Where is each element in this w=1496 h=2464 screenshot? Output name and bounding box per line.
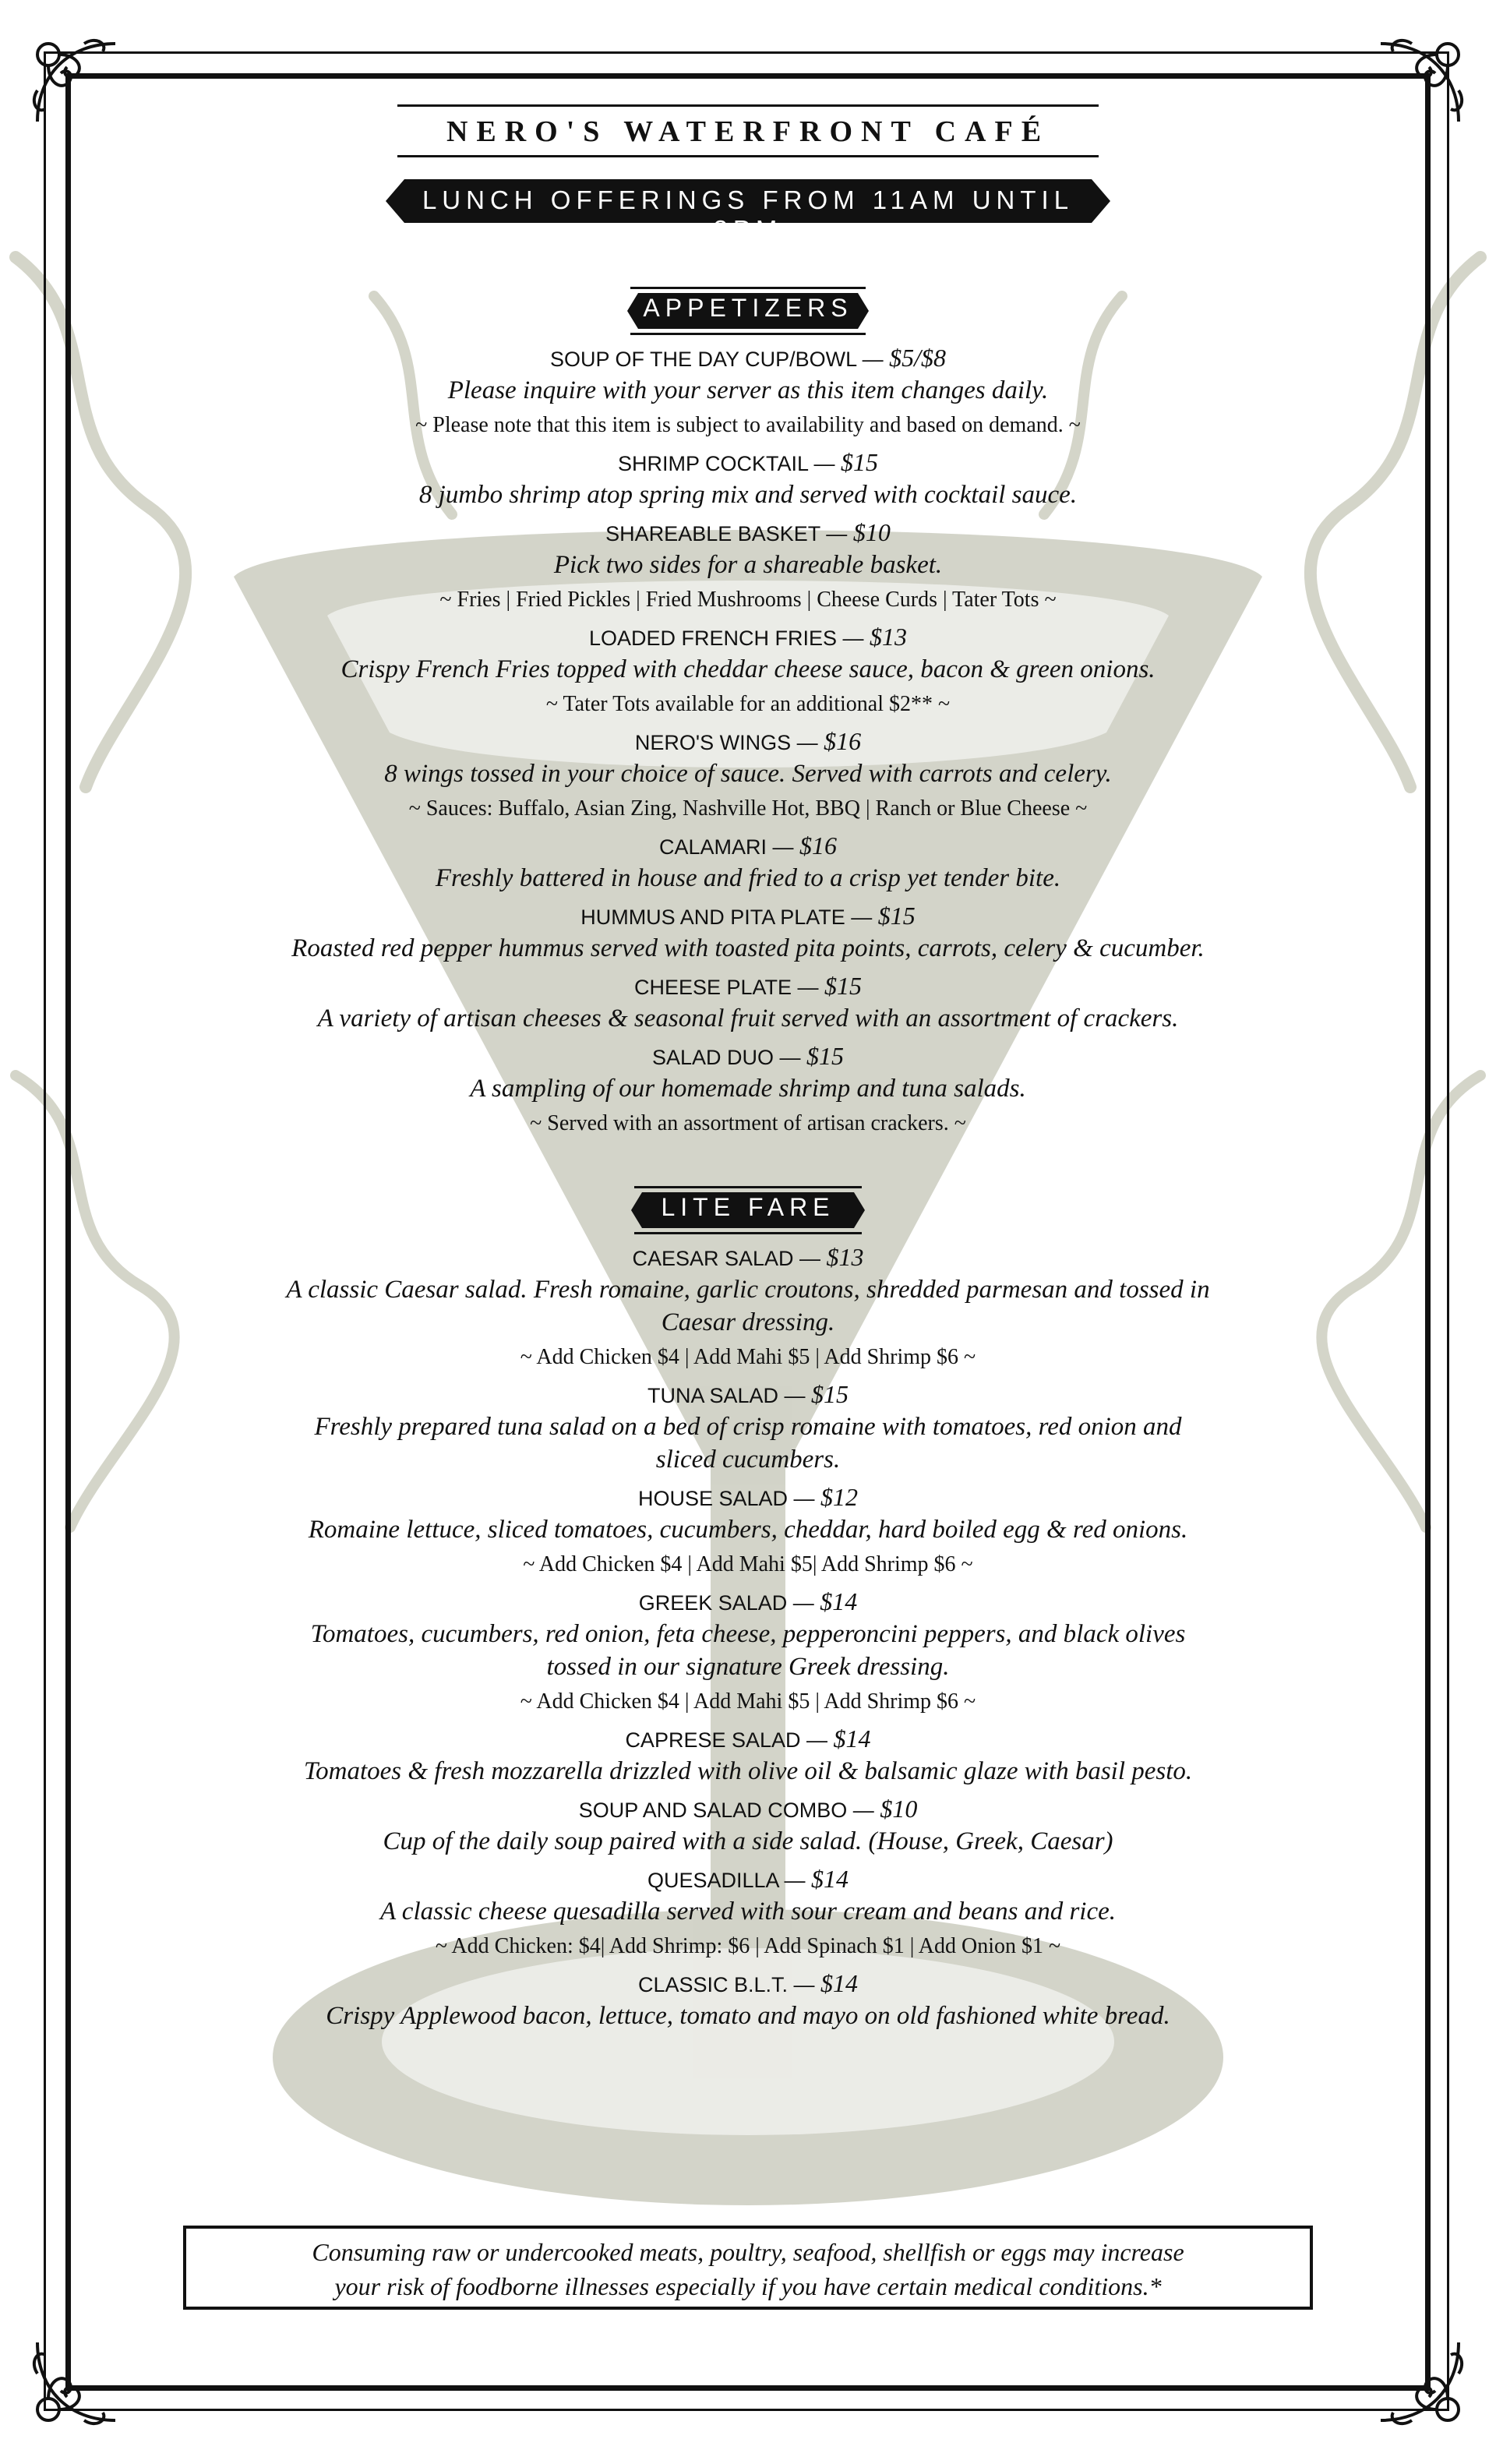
item-note: ~ Tater Tots available for an additional $2** ~ [545, 692, 951, 716]
item-name: GREEK SALAD — [638, 1591, 814, 1615]
menu-item [78, 1379, 1418, 1476]
item-note: ~ Sauces: Buffalo, Asian Zing, Nashville Hot, BBQ | Ranch or Blue Cheese ~ [408, 796, 1088, 821]
item-price: $15 [877, 902, 916, 930]
item-title [78, 517, 1418, 549]
item-title [78, 343, 1418, 374]
appetizers-heading [627, 285, 869, 337]
item-title [78, 1041, 1418, 1072]
item-name: SHRIMP COCKTAIL — [617, 452, 835, 475]
menu-item [78, 622, 1418, 720]
menu-content [78, 78, 1418, 2032]
item-description-cont: sliced cucumbers. [655, 1446, 841, 1474]
item-note: ~ Served with an assortment of artisan crackers. ~ [530, 1111, 966, 1135]
item-name: SOUP OF THE DAY CUP/BOWL — [550, 348, 884, 371]
item-name: CHEESE PLATE — [633, 976, 819, 999]
item-title [78, 1724, 1418, 1755]
menu-item [78, 831, 1418, 895]
item-description: A classic Caesar salad. Fresh romaine, garlic croutons, shredded parmesan and tossed in [286, 1276, 1210, 1304]
item-name: SHAREABLE BASKET — [605, 522, 848, 545]
menu-item [78, 1724, 1418, 1788]
menu-item [78, 1242, 1418, 1373]
item-description: Pick two sides for a shareable basket. [553, 551, 943, 579]
item-name: CAPRESE SALAD — [625, 1728, 828, 1752]
item-note: ~ Add Chicken $4 | Add Mahi $5 | Add Shrimp $6 ~ [520, 1689, 976, 1714]
item-note: ~ Please note that this item is subject to availability and based on demand. ~ [415, 413, 1081, 437]
item-title [78, 1379, 1418, 1410]
item-description: Tomatoes, cucumbers, red onion, feta cheese, pepperoncini peppers, and black olives [310, 1620, 1186, 1648]
cafe-name: NERO'S WATERFRONT CAFÉ [397, 104, 1099, 157]
lite-fare-heading-text: LITE FARE [661, 1193, 835, 1221]
item-price: $15 [841, 448, 879, 476]
item-price: $14 [820, 1587, 858, 1615]
menu-item [78, 901, 1418, 965]
item-price: $14 [811, 1865, 849, 1893]
item-description: A variety of artisan cheeses & seasonal fruit served with an assortment of crackers. [317, 1004, 1179, 1033]
menu-item [78, 1587, 1418, 1717]
item-price: $14 [820, 1969, 859, 1997]
item-note: ~ Add Chicken: $4| Add Shrimp: $6 | Add Spinach $1 | Add Onion $1 ~ [435, 1934, 1061, 1958]
item-note: ~ Add Chicken $4 | Add Mahi $5 | Add Shrimp $6 ~ [520, 1345, 976, 1369]
item-description: Tomatoes & fresh mozzarella drizzled with olive oil & balsamic glaze with basil pesto. [303, 1757, 1193, 1785]
ornamental-corner-flourish [1365, 2327, 1474, 2436]
item-name: SOUP AND SALAD COMBO — [578, 1799, 874, 1822]
item-description: Please inquire with your server as this item changes daily. [447, 376, 1049, 404]
item-note: ~ Add Chicken $4 | Add Mahi $5| Add Shrimp $6 ~ [523, 1552, 973, 1576]
menu-item [78, 343, 1418, 441]
menu-item [78, 1968, 1418, 2032]
item-name: HOUSE SALAD — [637, 1487, 815, 1510]
item-description: Crispy Applewood bacon, lettuce, tomato and mayo on old fashioned white bread. [326, 2002, 1170, 2030]
item-title [78, 1968, 1418, 2000]
item-name: NERO'S WINGS — [634, 731, 818, 754]
menu-item [78, 971, 1418, 1035]
menu-item [78, 1041, 1418, 1139]
item-price: $16 [824, 727, 862, 755]
item-description-cont: Caesar dressing. [661, 1308, 835, 1336]
item-title [78, 726, 1418, 757]
lunch-banner [386, 179, 1110, 244]
menu-item [78, 1794, 1418, 1858]
item-price: $10 [880, 1795, 918, 1823]
menu-item [78, 517, 1418, 616]
warning-line-1: Consuming raw or undercooked meats, poultry, seafood, shellfish or eggs may increase [312, 2238, 1184, 2266]
item-price: $10 [852, 518, 891, 546]
item-price: $13 [870, 623, 908, 651]
item-title [78, 901, 1418, 932]
item-price: $14 [833, 1724, 871, 1753]
item-price: $13 [826, 1243, 864, 1271]
item-name: SALAD DUO — [651, 1046, 801, 1069]
item-title [78, 622, 1418, 653]
food-safety-warning [183, 2226, 1313, 2310]
item-note: ~ Fries | Fried Pickles | Fried Mushrooms | Cheese Curds | Tater Tots ~ [439, 588, 1057, 612]
item-title [78, 1482, 1418, 1513]
item-name: CAESAR SALAD — [632, 1247, 821, 1270]
ornamental-corner-flourish [22, 2327, 131, 2436]
item-title [78, 831, 1418, 862]
item-description: Roasted red pepper hummus served with toasted pita points, carrots, celery & cucumber. [291, 934, 1205, 962]
item-title [78, 971, 1418, 1002]
item-price: $15 [824, 972, 863, 1000]
item-name: HUMMUS AND PITA PLATE — [580, 905, 873, 929]
item-description-cont: tossed in our signature Greek dressing. [546, 1653, 950, 1681]
lunch-banner-text: LUNCH OFFERINGS FROM 11AM UNTIL 3PM [422, 185, 1074, 244]
item-price: $16 [799, 831, 838, 860]
item-description: 8 wings tossed in your choice of sauce. Served with carrots and celery. [384, 760, 1112, 788]
menu-item [78, 726, 1418, 824]
item-price: $12 [820, 1483, 859, 1511]
item-description: Freshly prepared tuna salad on a bed of crisp romaine with tomatoes, red onion and [314, 1413, 1182, 1441]
warning-line-2: your risk of foodborne illnesses especially if you have certain medical conditions.* [334, 2272, 1162, 2300]
item-name: LOADED FRENCH FRIES — [588, 627, 864, 650]
item-price: $5/$8 [889, 344, 946, 372]
menu-item [78, 1864, 1418, 1962]
item-description: A classic cheese quesadilla served with sour cream and beans and rice. [380, 1897, 1116, 1926]
menu-item [78, 1482, 1418, 1580]
item-name: QUESADILLA — [647, 1869, 806, 1892]
item-title [78, 1242, 1418, 1273]
menu-item [78, 447, 1418, 511]
appetizers-heading-text: APPETIZERS [643, 294, 853, 322]
item-name: TUNA SALAD — [647, 1384, 806, 1407]
item-description: Crispy French Fries topped with cheddar cheese sauce, bacon & green onions. [340, 655, 1156, 683]
item-price: $15 [811, 1380, 849, 1408]
item-description: Cup of the daily soup paired with a side salad. (House, Greek, Caesar) [383, 1827, 1113, 1855]
item-title [78, 1864, 1418, 1895]
lite-fare-heading [631, 1184, 865, 1236]
item-description: Romaine lettuce, sliced tomatoes, cucumbers, cheddar, hard boiled egg & red onions. [308, 1516, 1188, 1544]
item-name: CLASSIC B.L.T. — [637, 1973, 815, 1996]
item-title [78, 1587, 1418, 1618]
item-title [78, 447, 1418, 478]
item-title [78, 1794, 1418, 1825]
item-description: 8 jumbo shrimp atop spring mix and served with cocktail sauce. [418, 481, 1078, 509]
item-description: A sampling of our homemade shrimp and tuna salads. [470, 1075, 1026, 1103]
item-name: CALAMARI — [658, 835, 794, 859]
item-description: Freshly battered in house and fried to a crisp yet tender bite. [435, 864, 1061, 892]
item-price: $15 [806, 1042, 845, 1070]
